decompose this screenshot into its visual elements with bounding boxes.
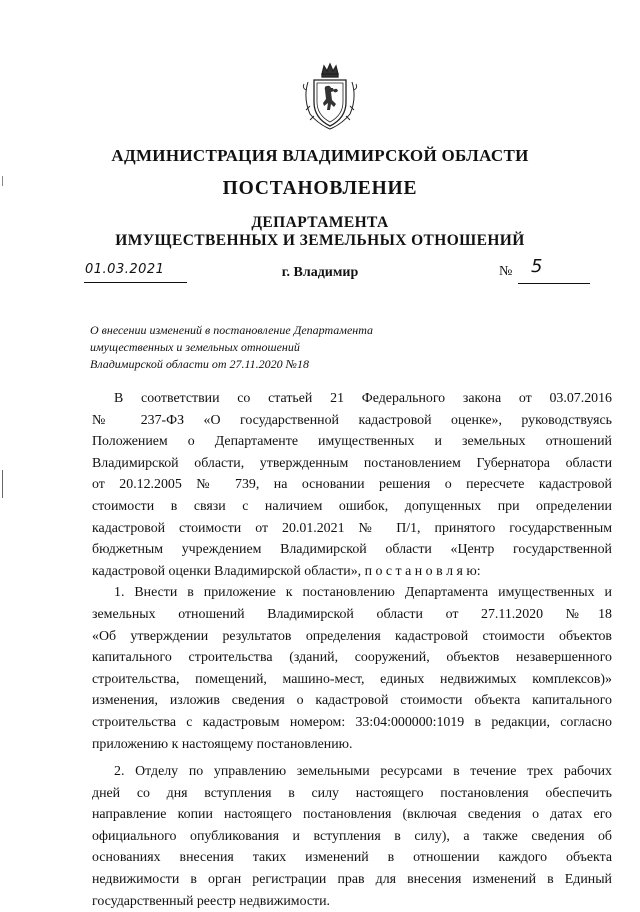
body-line: направление копии настоящего постановления (включая сведения о датах его — [92, 807, 612, 823]
document-body — [92, 388, 612, 912]
document-subject — [90, 322, 450, 373]
body-line: Владимирской области, утвержденным постановлением Губернатора области — [92, 455, 612, 471]
department-title-line1: ДЕПАРТАМЕНТА — [251, 214, 389, 231]
number-underline — [518, 283, 590, 284]
body-line: основаниях внесения таких изменений в отношении каждого объекта — [92, 850, 612, 866]
body-line: недвижимости в орган регистрации прав для внесения изменений в Единый — [92, 872, 612, 888]
number-label: № — [499, 264, 513, 279]
body-line: № 237-ФЗ «О государственной кадастровой оценке», руководствуясь — [92, 412, 612, 428]
body-line: государственный реестр недвижимости. — [92, 893, 331, 909]
subject-line: О внесении изменений в постановление Департамента — [90, 323, 374, 337]
subject-line: имущественных и земельных отношений — [90, 340, 300, 354]
coat-of-arms-icon — [300, 60, 360, 132]
scan-artifact — [2, 470, 3, 498]
body-line: кадастровой оценки Владимирской области», п о с т а н о в л я ю: — [92, 563, 481, 579]
body-line: капитального строительства (зданий, сооружений, объектов незавершенного — [92, 650, 612, 666]
body-line: официального опубликования и вступления в силу), а также сведения об — [92, 828, 612, 844]
administration-title: АДМИНИСТРАЦИЯ ВЛАДИМИРСКОЙ ОБЛАСТИ — [111, 146, 529, 165]
document-date: 01.03.2021 — [85, 262, 165, 277]
body-line: «Об утверждении результатов определения кадастровой стоимости объектов — [92, 628, 612, 644]
body-line: от 20.12.2005 № 739, на основании решения о пересчете кадастровой — [92, 477, 612, 493]
body-line: Положением о Департаменте имущественных и земельных отношений — [92, 434, 612, 450]
document-type-title: ПОСТАНОВЛЕНИЕ — [222, 178, 418, 199]
body-line: кадастровой стоимости от 20.01.2021 № П/1, принятого государственным — [92, 520, 612, 536]
body-line: строительства с кадастровым номером: 33:04:000000:1019 в редакции, согласно — [92, 714, 612, 730]
document-number: 5 — [531, 256, 543, 277]
body-line: изменения, изложив сведения о кадастровой стоимости объекта капитального — [92, 693, 612, 709]
department-title-line2: ИМУЩЕСТВЕННЫХ И ЗЕМЕЛЬНЫХ ОТНОШЕНИЙ — [115, 232, 525, 249]
body-line: земельных отношений Владимирской области от 27.11.2020 №18 — [92, 606, 612, 622]
document-city: г. Владимир — [281, 265, 359, 280]
body-line: В соответствии со статьей 21 Федерального закона от 03.07.2016 — [114, 391, 612, 406]
body-line: 2. Отделу по управлению земельными ресурсами в течение трех рабочих — [114, 764, 612, 780]
body-line: дней со дня вступления в силу настоящего постановления обеспечить — [92, 785, 612, 801]
body-line: бюджетным учреждением Владимирской области «Центр государственной — [92, 542, 612, 558]
body-line: стоимости в связи с наличием ошибок, допущенных при определении — [92, 498, 612, 514]
body-line: 1. Внести в приложение к постановлению Департамента имущественных и — [114, 585, 612, 601]
subject-line: Владимирской области от 27.11.2020 №18 — [90, 357, 309, 371]
body-line: строительства, помещений, машино-мест, единых недвижимых комплексов)» — [92, 671, 612, 687]
body-line: приложению к настоящему постановлению. — [92, 736, 353, 752]
